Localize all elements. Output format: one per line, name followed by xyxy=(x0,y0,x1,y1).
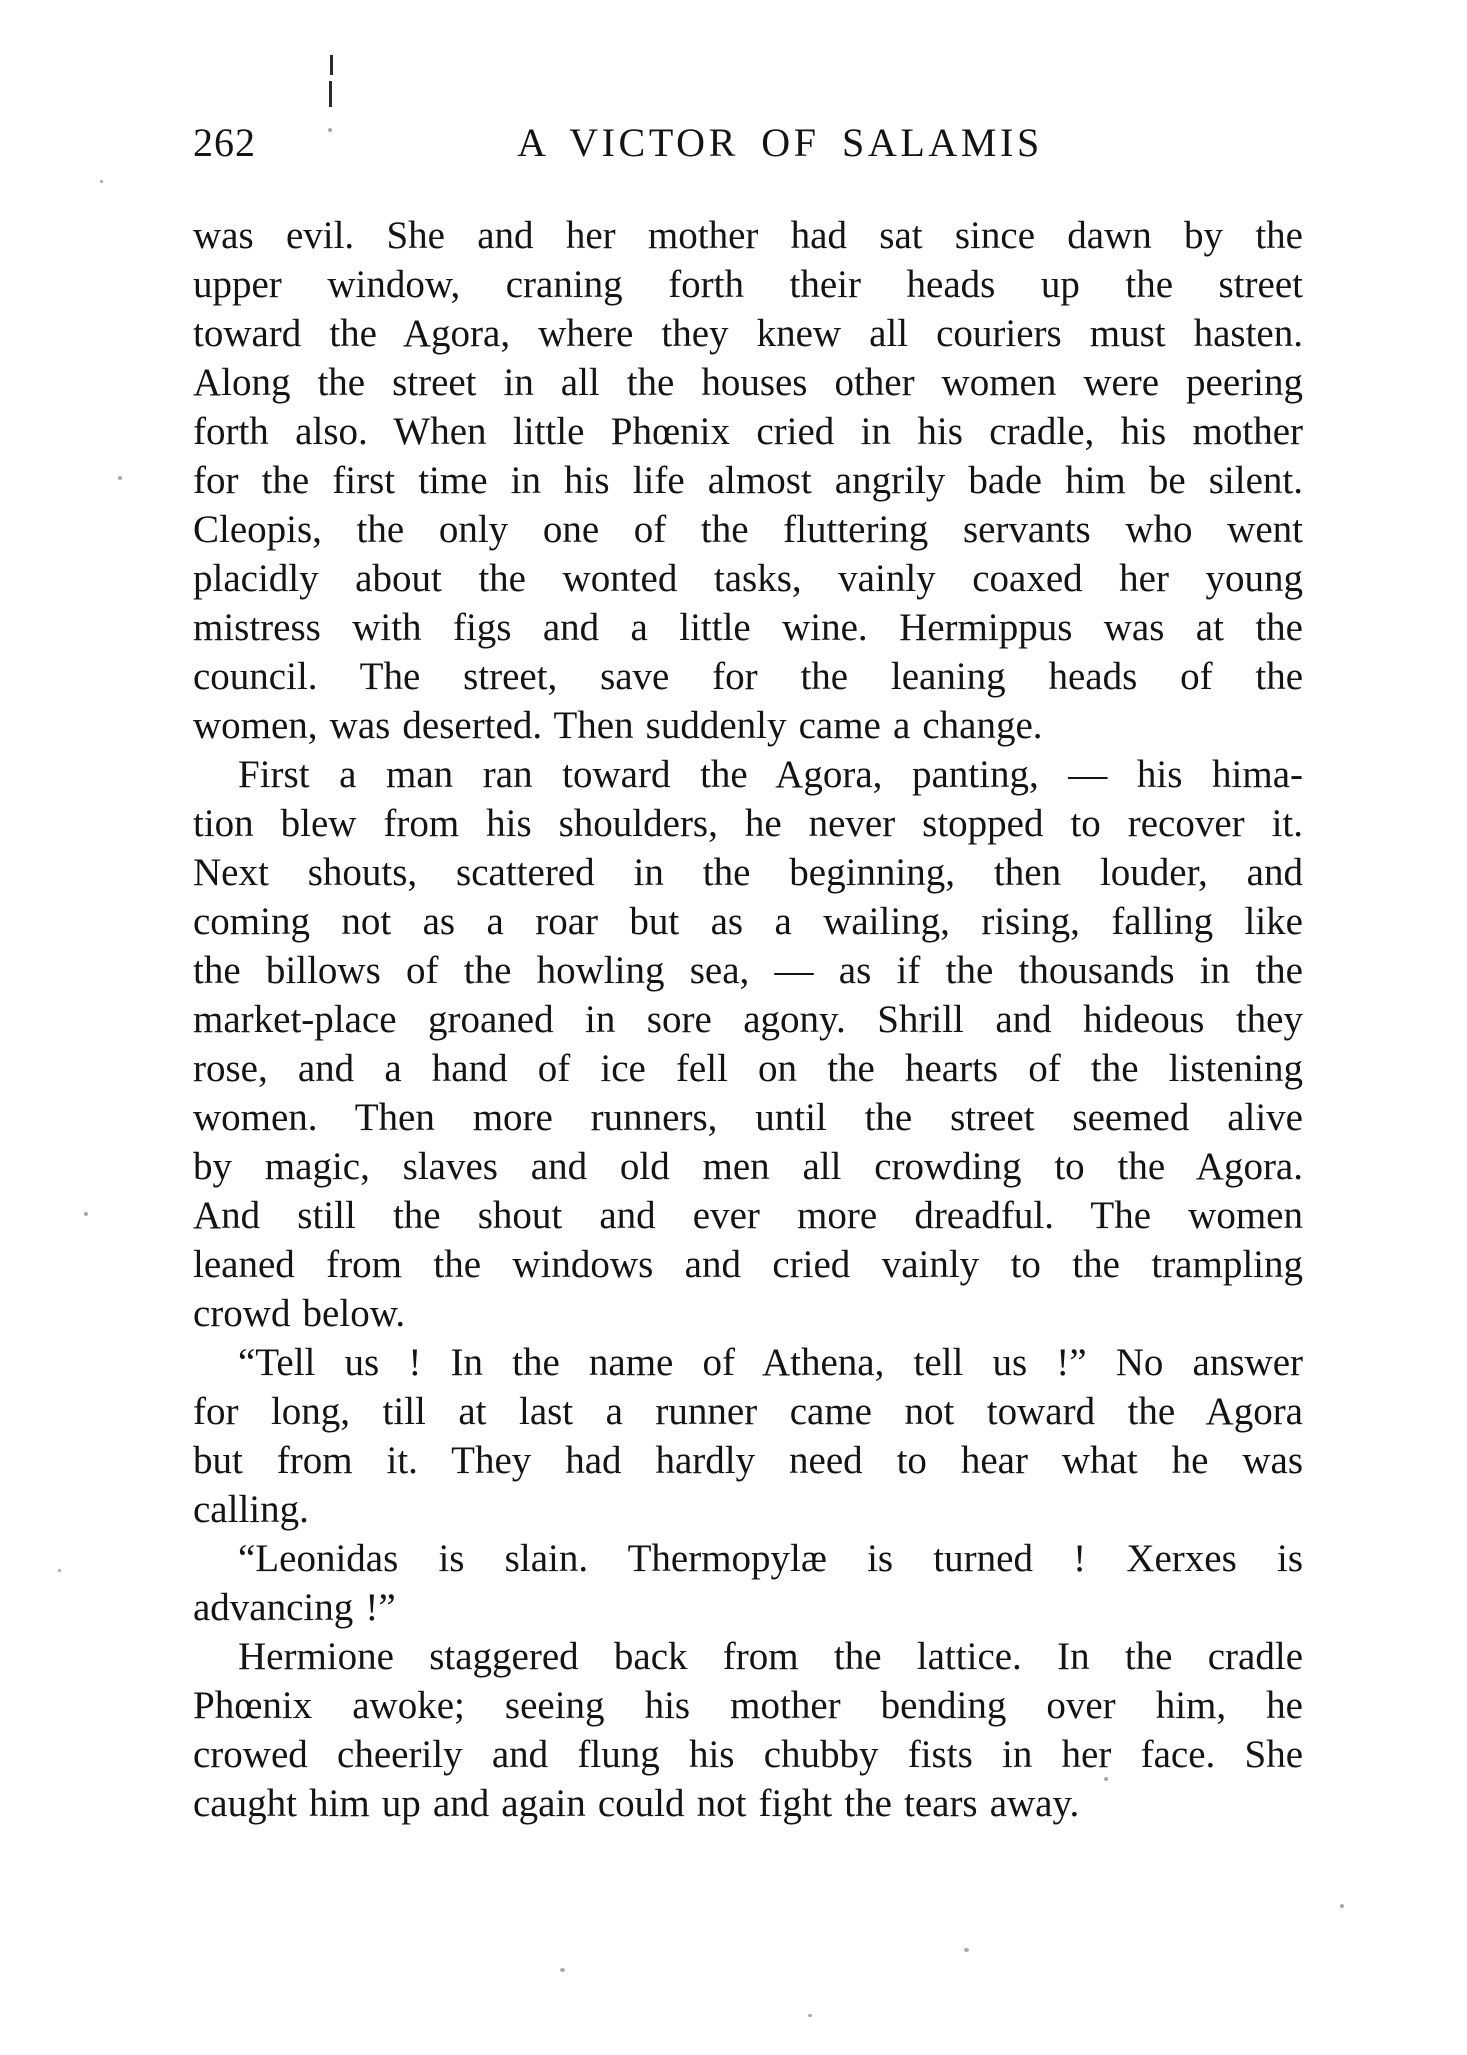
text-line: First a man ran toward the Agora, panting, — his hima- xyxy=(238,753,1303,796)
text-line: Along the street in all the houses other women were peering xyxy=(193,361,1303,404)
scan-speck xyxy=(808,2014,812,2017)
text-line: was evil. She and her mother had sat since dawn by the xyxy=(193,214,1303,257)
paragraph xyxy=(193,1338,1303,1534)
scan-speck xyxy=(100,180,103,183)
text-line: rose, and a hand of ice fell on the hearts of the listening xyxy=(193,1047,1303,1090)
scan-speck xyxy=(58,1569,61,1572)
running-title: A VICTOR OF SALAMIS xyxy=(517,120,1043,165)
page-number: 262 xyxy=(193,120,256,165)
text-line: the billows of the howling sea, — as if the thousands in the xyxy=(193,949,1303,992)
text-line: Phœnix awoke; seeing his mother bending over him, he xyxy=(193,1684,1303,1727)
text-line: calling. xyxy=(193,1488,309,1531)
scan-speck xyxy=(1104,1777,1108,1781)
text-line: but from it. They had hardly need to hear what he was xyxy=(193,1439,1303,1482)
paragraph xyxy=(193,211,1303,750)
scan-mark xyxy=(329,81,332,107)
text-line: mistress with figs and a little wine. Hermippus was at the xyxy=(193,606,1303,649)
text-line: leaned from the windows and cried vainly to the trampling xyxy=(193,1243,1303,1286)
scan-speck xyxy=(118,476,122,480)
text-line: Hermione staggered back from the lattice. In the cradle xyxy=(238,1635,1303,1678)
text-line: placidly about the wonted tasks, vainly coaxed her young xyxy=(193,557,1303,600)
text-line: market-place groaned in sore agony. Shrill and hideous they xyxy=(193,998,1303,1041)
scan-speck xyxy=(328,128,332,132)
text-line: for the first time in his life almost angrily bade him be silent. xyxy=(193,459,1303,502)
text-line: “Leonidas is slain. Thermopylæ is turned ! Xerxes is xyxy=(238,1537,1303,1580)
scan-speck xyxy=(964,1948,969,1952)
text-line: crowd below. xyxy=(193,1292,406,1335)
text-line: advancing !” xyxy=(193,1586,396,1629)
text-line: caught him up and again could not fight the tears away. xyxy=(193,1782,1080,1825)
text-line: Next shouts, scattered in the beginning, then louder, and xyxy=(193,851,1303,894)
text-line: by magic, slaves and old men all crowding to the Agora. xyxy=(193,1145,1303,1188)
text-line: for long, till at last a runner came not toward the Agora xyxy=(193,1390,1303,1433)
body-text xyxy=(193,211,1303,1828)
scan-speck xyxy=(84,1212,88,1216)
text-line: And still the shout and ever more dreadful. The women xyxy=(193,1194,1303,1237)
text-line: “Tell us ! In the name of Athena, tell us !” No answer xyxy=(238,1341,1303,1384)
text-line: women, was deserted. Then suddenly came a change. xyxy=(193,704,1043,747)
paragraph xyxy=(193,1534,1303,1632)
text-line: toward the Agora, where they knew all couriers must hasten. xyxy=(193,312,1303,355)
text-line: Cleopis, the only one of the fluttering servants who went xyxy=(193,508,1303,551)
paragraph xyxy=(193,1632,1303,1828)
scan-mark xyxy=(330,55,333,75)
text-line: upper window, craning forth their heads up the street xyxy=(193,263,1303,306)
text-line: forth also. When little Phœnix cried in his cradle, his mother xyxy=(193,410,1303,453)
scan-speck xyxy=(1340,1904,1344,1908)
text-line: women. Then more runners, until the street seemed alive xyxy=(193,1096,1303,1139)
text-line: tion blew from his shoulders, he never stopped to recover it. xyxy=(193,802,1303,845)
text-line: crowed cheerily and flung his chubby fists in her face. She xyxy=(193,1733,1303,1776)
text-line: coming not as a roar but as a wailing, rising, falling like xyxy=(193,900,1303,943)
running-head xyxy=(193,120,1303,166)
paragraph xyxy=(193,750,1303,1338)
scan-speck xyxy=(560,1968,565,1972)
text-line: council. The street, save for the leaning heads of the xyxy=(193,655,1303,698)
